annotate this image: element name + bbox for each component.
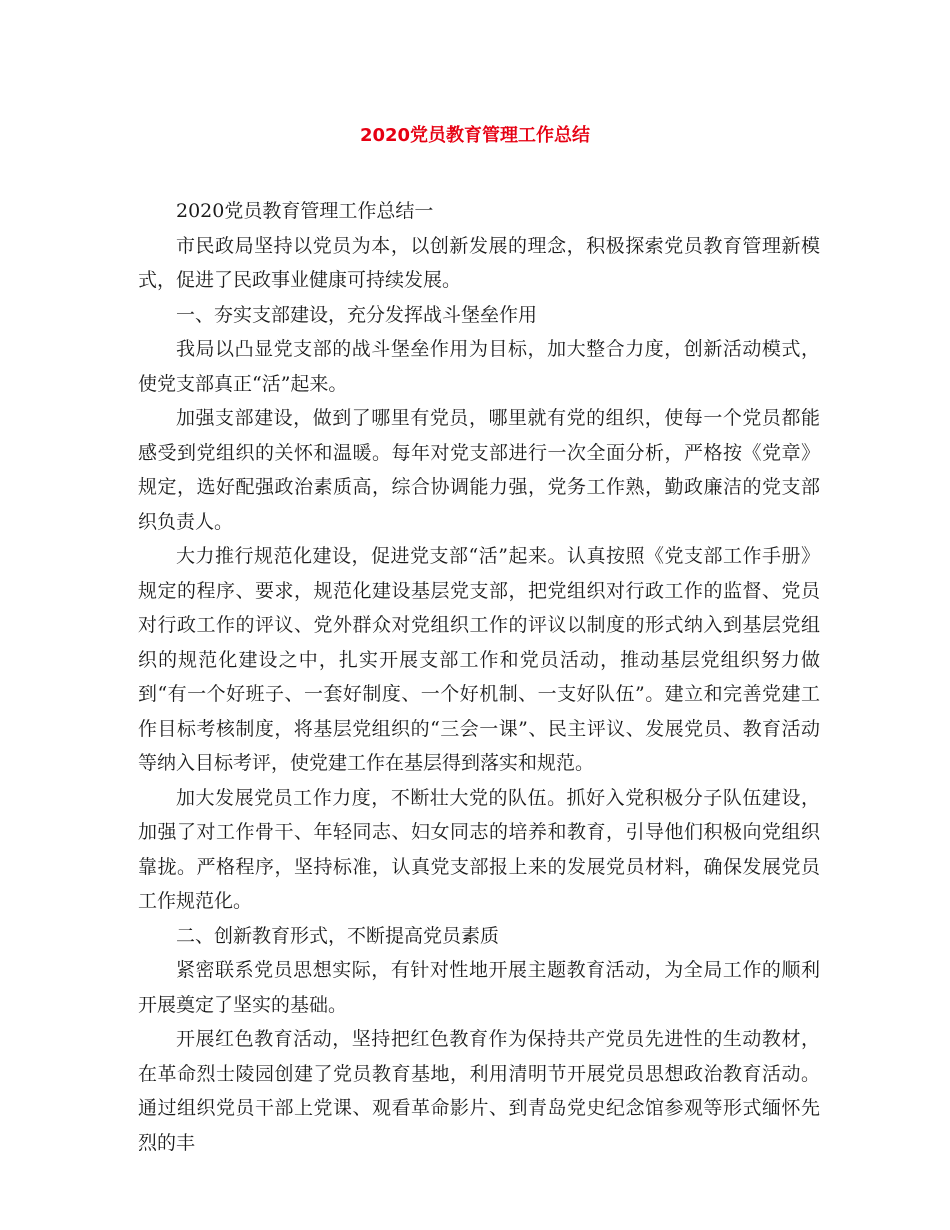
paragraph: 紧密联系党员思想实际，有针对性地开展主题教育活动，为全局工作的顺利开展奠定了坚实的基础。 (138, 959, 820, 1016)
document-body (138, 164, 820, 1160)
document-title: 2020党员教育管理工作总结 (359, 125, 591, 146)
section-heading-2: 二、创新教育形式，不断提高党员素质 (176, 924, 500, 947)
paragraph: 我局以凸显党支部的战斗堡垒作用为目标，加大整合力度，创新活动模式，使党支部真正“活”起来。 (138, 338, 820, 395)
paragraph-intro: 市民政局坚持以党员为本，以创新发展的理念，积极探索党员教育管理新模式，促进了民政事业健康可持续发展。 (138, 234, 820, 291)
paragraph-subtitle: 2020党员教育管理工作总结一 (176, 200, 434, 222)
section-heading-1: 一、夯实支部建设，充分发挥战斗堡垒作用 (176, 303, 538, 326)
paragraph: 开展红色教育活动，坚持把红色教育作为保持共产党员先进性的生动教材，在革命烈士陵园创建了党员教育基地，利用清明节开展党员思想政治教育活动。通过组织党员干部上党课、观看革命影片、到青岛党史纪念馆参观等形式缅怀先烈的丰 (138, 1028, 820, 1154)
paragraph: 加大发展党员工作力度，不断壮大党的队伍。抓好入党积极分子队伍建设，加强了对工作骨干、年轻同志、妇女同志的培养和教育，引导他们积极向党组织靠拢。严格程序，坚持标准，认真党支部报上来的发展党员材料，确保发展党员工作规范化。 (138, 786, 820, 912)
paragraph: 大力推行规范化建设，促进党支部“活”起来。认真按照《党支部工作手册》规定的程序、要求，规范化建设基层党支部，把党组织对行政工作的监督、党员对行政工作的评议、党外群众对党组织工作的评议以制度的形式纳入到基层党组织的规范化建设之中，扎实开展支部工作和党员活动，推动基层党组织努力做到“有一个好班子、一套好制度、一个好机制、一支好队伍”。建立和完善党建工作目标考核制度，将基层党组织的“三会一课”、民主评议、发展党员、教育活动等纳入目标考评，使党建工作在基层得到落实和规范。 (138, 545, 820, 774)
paragraph: 加强支部建设，做到了哪里有党员，哪里就有党的组织，使每一个党员都能感受到党组织的关怀和温暖。每年对党支部进行一次全面分析，严格按《党章》规定，选好配强政治素质高，综合协调能力强，党务工作熟，勤政廉洁的党支部织负责人。 (138, 407, 820, 533)
